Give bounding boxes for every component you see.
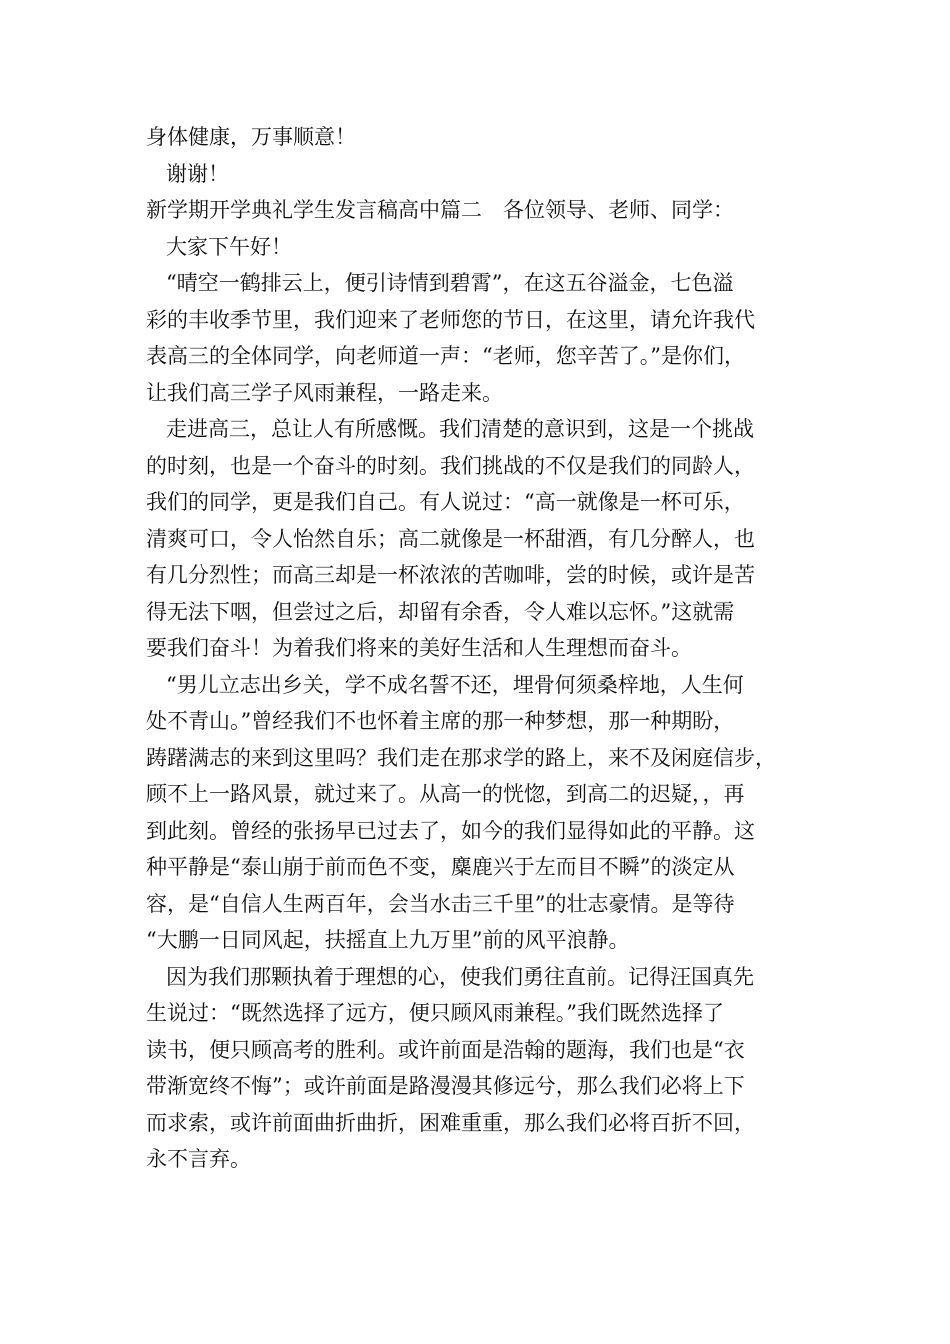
text-line: 大家下午好！	[166, 234, 292, 259]
text-line: 我们的同学，更是我们自己。有人说过：“高一就像是一杯可乐，	[146, 490, 745, 514]
text-line: 生说过：“既然选择了远方，便只顾风雨兼程。”我们既然选择了	[146, 1001, 724, 1025]
text-line: 容，是“自信人生两百年，会当水击三千里”的壮志豪情。是等待	[146, 891, 735, 916]
text-line: 彩的丰收季节里，我们迎来了老师您的节日，在这里，请允许我代	[146, 307, 755, 332]
text-line: 永不言弃。	[146, 1147, 251, 1171]
text-line: 顾不上一路风景，就过来了。从高一的恍惚，到高二的迟疑，，再	[146, 782, 745, 806]
text-line: 让我们高三学子风雨兼程，一路走来。	[146, 380, 503, 405]
text-line: “晴空一鹤排云上，便引诗情到碧霄”，在这五谷溢金，七色溢	[166, 271, 734, 295]
text-line: 而求索，或许前面曲折曲折，困难重重，那么我们必将百折不回，	[146, 1110, 755, 1135]
text-line: 表高三的全体同学，向老师道一声：“老师，您辛苦了。”是你们，	[146, 344, 745, 368]
text-line: 得无法下咽，但尝过之后，却留有余香，令人难以忘怀。”这就需	[146, 599, 735, 624]
text-line: 读书，便只顾高考的胜利。或许前面是浩翰的题海，我们也是“衣	[146, 1037, 745, 1062]
text-line: 处不青山。”曾经我们不也怀着主席的那一种梦想，那一种期盼，	[146, 709, 735, 733]
text-line: 有几分烈性；而高三却是一杯浓浓的苦咖啡，尝的时候，或许是苦	[146, 563, 755, 587]
text-line: 踌躇满志的来到这里吗？我们走在那求学的路上，来不及闲庭信步，	[146, 745, 776, 770]
text-line: 走进高三，总让人有所感慨。我们清楚的意识到，这是一个挑战	[166, 417, 754, 441]
text-line: 带渐宽终不悔”；或许前面是路漫漫其修远兮，那么我们必将上下	[146, 1074, 745, 1098]
text-line: 到此刻。曾经的张扬早已过去了，如今的我们显得如此的平静。这	[146, 818, 755, 843]
text-line: 新学期开学典礼学生发言稿高中篇二 各位领导、老师、同学：	[146, 198, 734, 222]
text-line: 清爽可口，令人怡然自乐；高二就像是一杯甜酒，有几分醉人，也	[146, 526, 755, 551]
text-line: 要我们奋斗！为着我们将来的美好生活和人生理想而奋斗。	[146, 636, 692, 660]
text-line: 谢谢！	[166, 161, 229, 186]
text-line: 身体健康，万事顺意！	[146, 125, 356, 149]
text-line: “男儿立志出乡关，学不成名誓不还，埋骨何须桑梓地，人生何	[166, 672, 744, 697]
text-line: “大鹏一日同风起，扶摇直上九万里”前的风平浪静。	[146, 928, 630, 952]
text-line: 种平静是“泰山崩于前而色不变，麋鹿兴于左而目不瞬”的淡定从	[146, 855, 735, 879]
document-body	[146, 119, 826, 1178]
text-line: 的时刻，也是一个奋斗的时刻。我们挑战的不仅是我们的同龄人，	[146, 453, 755, 478]
text-line: 因为我们那颗执着于理想的心，使我们勇往直前。记得汪国真先	[166, 964, 754, 989]
